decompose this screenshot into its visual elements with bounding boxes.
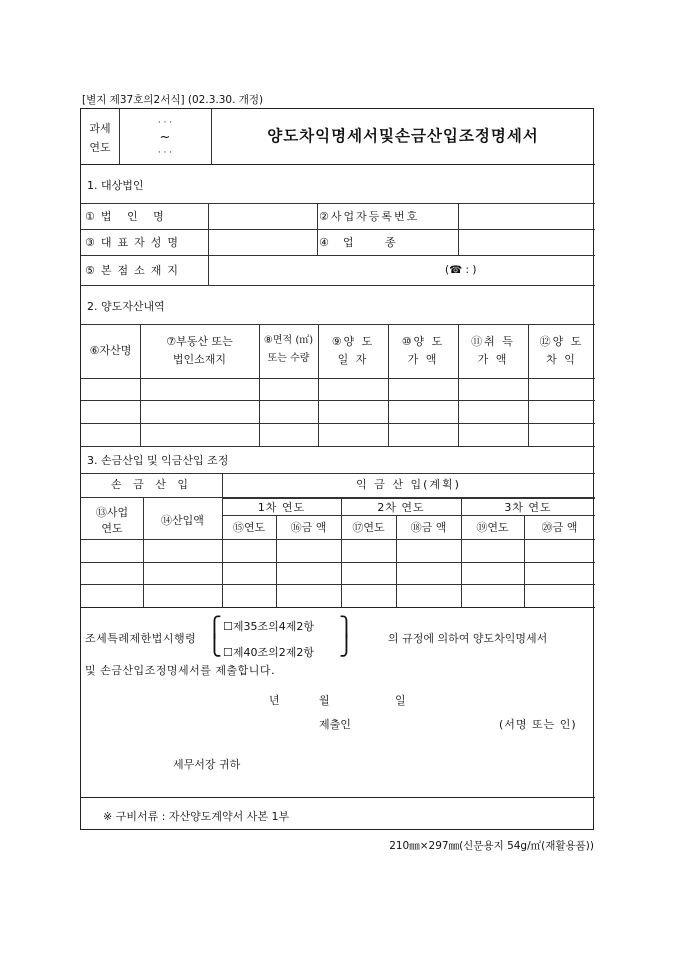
tax-year-end[interactable]: · · ·: [157, 148, 173, 158]
col-acquisition-price-2: 가 액: [477, 353, 509, 366]
submitter-label: 제출인: [319, 718, 351, 731]
corp-name-field[interactable]: [210, 205, 315, 227]
date-year: 년: [269, 694, 280, 707]
tax-year-tilde: ~: [159, 130, 171, 145]
head-office-label: ⑤본점소재지: [85, 264, 184, 277]
signature-label: (서명 또는 인): [499, 718, 577, 731]
date-day: 일: [395, 694, 406, 707]
inclusion-amount-header: ⑭산입액: [161, 514, 204, 527]
loss-inclusion-header: 손 금 산 입: [111, 478, 192, 491]
date-month: 월: [319, 694, 330, 707]
right-brace-2: ⎭: [339, 633, 354, 657]
biz-year-header: ⑬사업: [95, 506, 129, 519]
sub-col-amount3: ⑳금 액: [541, 521, 578, 534]
left-brace-2: ⎩: [207, 633, 222, 657]
corp-name-label: ①법 인 명: [85, 210, 170, 223]
biz-reg-no-label: ②사업자등록번호: [319, 210, 420, 223]
sub-col-year2: ⑰연도: [352, 521, 385, 534]
col-property-location: ⑦부동산 또는: [166, 335, 233, 348]
col-property-location-2: 법인소재지: [172, 353, 227, 366]
left-brace: ⎧: [207, 615, 222, 639]
col-transfer-date: ⑨양 도: [331, 335, 375, 348]
tax-year-label-2: 연도: [89, 141, 111, 154]
form-table: [80, 108, 594, 830]
col-transfer-price-2: 가 액: [407, 353, 439, 366]
year1-header: 1차 연도: [257, 501, 306, 514]
section1-heading: 1. 대상법인: [87, 179, 144, 192]
paper-spec: 210㎜×297㎜(신문용지 54g/㎡(재활용품)): [389, 840, 594, 852]
table-row[interactable]: [81, 562, 595, 584]
business-type-field[interactable]: [460, 231, 592, 253]
decl-line2: 및 손금산입조정명세서를 제출합니다.: [85, 664, 276, 677]
section2-heading: 2. 양도자산내역: [87, 300, 165, 313]
addressee: 세무서장 귀하: [173, 758, 241, 771]
sub-col-amount2: ⑱금 액: [410, 521, 447, 534]
col-area: ⑧면적 (㎡): [263, 335, 314, 346]
right-brace: ⎫: [339, 615, 354, 639]
option-40-2[interactable]: ☐제40조의2제2항: [223, 646, 314, 659]
col-transfer-price: ⑩양 도: [401, 335, 445, 348]
decl-suffix: 의 규정에 의하여 양도차익명세서: [388, 632, 548, 645]
table-row[interactable]: [81, 423, 595, 446]
biz-reg-no-field[interactable]: [460, 205, 592, 227]
option-35-4[interactable]: ☐제35조의4제2항: [223, 620, 314, 633]
sub-col-year3: ⑲연도: [476, 521, 509, 534]
head-office-field[interactable]: [210, 257, 440, 283]
page-title: 양도차익명세서및손금산입조정명세서: [267, 127, 539, 145]
table-row[interactable]: [81, 584, 595, 607]
col-asset-name: ⑥자산명: [89, 344, 132, 357]
col-transfer-date-2: 일 자: [337, 353, 369, 366]
col-transfer-gain: ⑫양 도: [539, 335, 584, 348]
tax-year-label: 과세: [89, 122, 111, 135]
biz-year-header-2: 연도: [101, 522, 123, 535]
representative-label: ③대표자성명: [85, 236, 184, 249]
year3-header: 3차 연도: [504, 501, 552, 514]
decl-prefix: 조세특례제한법시행령: [85, 632, 197, 645]
attachments-note: ※ 구비서류 : 자산양도계약서 사본 1부: [103, 810, 290, 823]
table-row[interactable]: [81, 378, 595, 400]
col-acquisition-price: ⑪취 득: [471, 335, 515, 348]
form-header: [별지 제37호의2서식] (02.3.30. 개정): [82, 94, 264, 106]
sub-col-amount1: ⑯금 액: [290, 521, 327, 534]
sub-col-year1: ⑮연도: [232, 521, 266, 534]
col-area-2: 또는 수량: [267, 353, 310, 364]
representative-field[interactable]: [210, 231, 315, 253]
col-transfer-gain-2: 차 익: [546, 353, 577, 366]
year2-header: 2차 연도: [377, 501, 425, 514]
tax-year-start[interactable]: · · ·: [157, 118, 173, 128]
profit-inclusion-header: 익 금 산 입(계획): [356, 478, 461, 491]
section3-heading: 3. 손금산입 및 익금산입 조정: [87, 454, 229, 467]
table-row[interactable]: [81, 400, 595, 423]
table-row[interactable]: [81, 539, 595, 562]
submitter-field[interactable]: [361, 713, 491, 733]
business-type-label: ④업 종: [319, 236, 410, 249]
phone-field[interactable]: (☎ : ): [445, 264, 477, 276]
